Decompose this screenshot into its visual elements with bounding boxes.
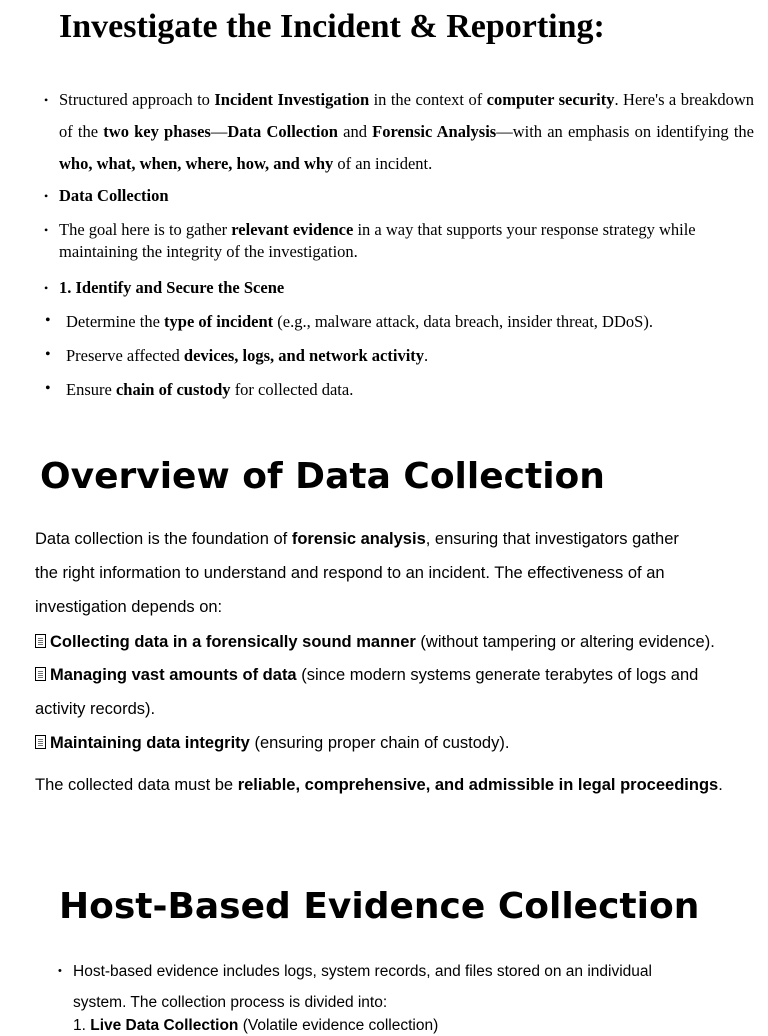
section-title-host-based: Host-Based Evidence Collection: [59, 886, 700, 927]
list-item-continuation: activity records).: [35, 700, 156, 718]
section-title-investigate: Investigate the Incident & Reporting:: [59, 8, 605, 45]
bullet-icon: •: [44, 281, 49, 295]
sub-item-preserve: • Preserve affected devices, logs, and network activity.: [45, 346, 429, 365]
list-item-step1: • 1. Identify and Secure the Scene: [44, 278, 285, 297]
sub-item-custody: • Ensure chain of custody for collected data.: [45, 380, 354, 399]
list-item-host-evidence: • Host-based evidence includes logs, system records, and files stored on an individual system. The collection process is divided into:: [73, 956, 652, 1018]
list-item-intro: • Structured approach to Incident Investigation in the context of computer security. Here's a breakdown of the two key phases—Data Collection and Forensic Analysis—with an emphasis on identifying the who, what, when, where, how, and why of an incident.: [59, 84, 754, 180]
bullet-icon: •: [44, 223, 49, 237]
list-item: Collecting data in a forensically sound manner (without tampering or altering evidence).: [35, 633, 715, 652]
missing-glyph-icon: [35, 667, 46, 681]
closing-paragraph: The collected data must be reliable, comprehensive, and admissible in legal proceedings.: [35, 776, 723, 794]
bullet-icon: •: [44, 93, 49, 107]
bullet-icon: •: [45, 380, 51, 397]
section-title-overview: Overview of Data Collection: [40, 456, 605, 497]
list-item: Managing vast amounts of data (since modern systems generate terabytes of logs and: [35, 666, 698, 685]
bullet-icon: •: [44, 189, 49, 203]
bullet-icon: •: [45, 346, 51, 363]
partial-list-item: 1. Live Data Collection (Volatile evidence collection): [73, 1017, 439, 1034]
paragraph-line: the right information to understand and respond to an incident. The effectiveness of an: [35, 564, 665, 582]
missing-glyph-icon: [35, 735, 46, 749]
sub-item-type: • Determine the type of incident (e.g., malware attack, data breach, insider threat, DDoS).: [45, 312, 653, 331]
paragraph-line: Data collection is the foundation of forensic analysis, ensuring that investigators gather: [35, 530, 679, 548]
missing-glyph-icon: [35, 634, 46, 648]
list-item: Maintaining data integrity (ensuring proper chain of custody).: [35, 734, 509, 753]
bullet-icon: •: [58, 965, 62, 977]
list-item-data-collection: • Data Collection: [44, 186, 169, 205]
bullet-icon: •: [45, 312, 51, 329]
list-item-goal: • The goal here is to gather relevant evidence in a way that supports your response strategy while maintaining the integrity of the investigation.: [44, 220, 696, 261]
paragraph-line: investigation depends on:: [35, 598, 223, 616]
